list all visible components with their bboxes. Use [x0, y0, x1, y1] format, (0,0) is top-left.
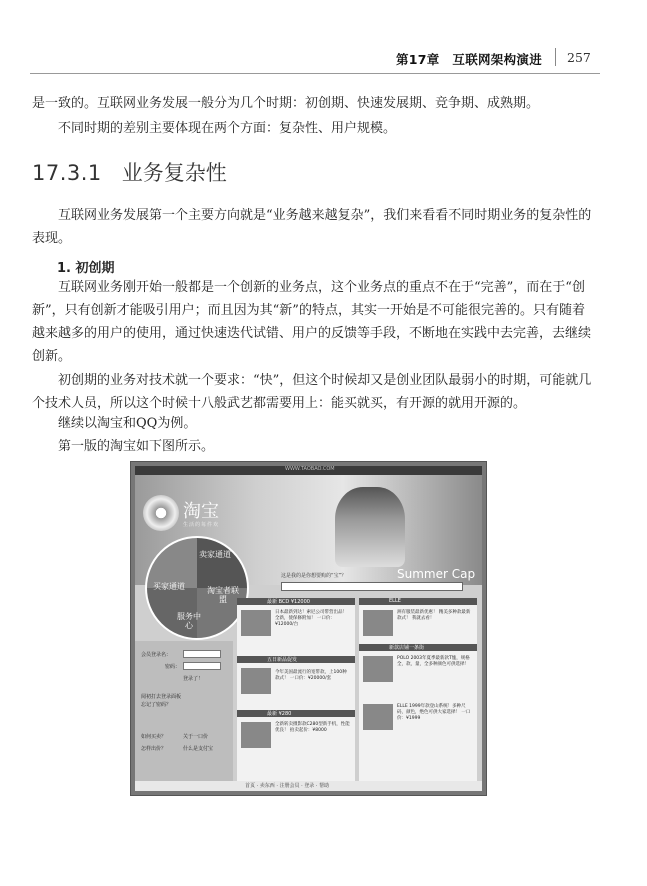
paragraph-2: 不同时期的差别主要体现在两个方面：复杂性、用户规模。	[58, 121, 397, 136]
member-label: 会员登录名：	[141, 652, 172, 658]
left-link: 阅初打去登录面板	[141, 694, 182, 700]
product-text: 今年美国最流行的宽带款，上100种款式！ 一口价：¥20000/套	[275, 670, 347, 681]
figure-search-hint: 这是我的是你想要购的“宝”？	[281, 573, 347, 579]
column-bar-text: 最新 ¥280	[267, 711, 292, 717]
figure-footer-links: 首页 · 卖东西 · 注册会员 · 登录 · 帮助	[245, 783, 330, 789]
figure-url: WWW.TAOBAO.COM	[285, 466, 335, 472]
login-label: 登录了！	[183, 676, 204, 682]
left-link: 忘记了密码？	[141, 702, 172, 708]
taobao-flower-icon	[143, 495, 179, 531]
pie-label-seller: 卖家通道	[199, 550, 231, 559]
banner-model-image	[335, 487, 405, 567]
section-number: 17.3.1	[32, 161, 102, 185]
paragraph-6: 继续以淘宝和QQ为例。	[58, 416, 197, 431]
left-link: 什么是支付宝	[183, 746, 214, 752]
member-input	[183, 650, 221, 658]
column-bar	[237, 598, 355, 605]
figure-search-box	[281, 582, 463, 591]
column-bar-text: 五日新品促发	[267, 657, 298, 663]
figure-footer	[135, 781, 482, 791]
running-header	[0, 50, 647, 70]
column-brand-text: ELLE	[389, 598, 401, 604]
pie-label-union: 淘宝者联盟	[207, 586, 239, 604]
left-link: 关于一口价	[183, 734, 209, 740]
navigation-pie	[145, 536, 249, 640]
taobao-screenshot-figure	[130, 461, 487, 796]
banner-text: Summer Cap	[397, 567, 476, 581]
left-link: 如何买卖？	[141, 734, 167, 740]
column-bar-text: 新款店铺一条街	[389, 645, 425, 651]
paragraph-7: 第一版的淘宝如下图所示。	[58, 439, 215, 454]
password-input	[183, 662, 221, 670]
product-text: 洲有服装最新优惠！ 精美多种款最新款式！ 我就去看！	[397, 610, 471, 621]
product-text: 全新转卖摄影款C280型新手机，性能优良！ 拍卖起价：¥8000	[275, 722, 350, 733]
page-number: 257	[567, 50, 591, 65]
header-separator	[555, 48, 556, 66]
product-thumbnail	[241, 610, 271, 636]
column-bar	[359, 598, 477, 605]
password-label: 密码：	[165, 664, 181, 670]
chapter-title: 第17章 互联网架构演进	[396, 52, 542, 67]
product-text: POLO 2003年夏季最新款T恤，规格全，款，量，全多种颜色可供选择！	[397, 656, 470, 667]
figure-login-panel	[135, 641, 233, 781]
paragraph-1: 是一致的。互联网业务发展一般分为几个时期：初创期、快速发展期、竞争期、成熟期。	[32, 96, 540, 111]
pie-label-buyer: 买家通道	[153, 582, 185, 591]
figure-product-column-1	[237, 598, 355, 783]
pie-label-service: 服务中心	[177, 612, 201, 630]
paragraph-5: 初创期的业务对技术就一个要求：“快”，但这个时候却又是创业团队最弱小的时期，可能就几个技术人员，所以这个时候十八般武艺都需要用上：能买就买，有开源的就用开源的。	[32, 373, 592, 411]
column-bar	[359, 644, 477, 651]
subsection-heading: 1. 初创期	[57, 261, 115, 276]
figure-slogan: 生活的每件欢	[183, 522, 220, 528]
paragraph-3: 互联网业务发展第一个主要方向就是“业务越来越复杂”，我们来看看不同时期业务的复杂性的表现。	[32, 208, 592, 246]
column-bar-text: 最新 BCD ¥12000	[267, 599, 310, 605]
product-text: 日本最新到达！索尼公司带营出品！全新，使保修附加！ 一口价：¥12000/台	[275, 610, 347, 627]
product-thumbnail	[241, 722, 271, 748]
left-link: 怎样出价？	[141, 746, 167, 752]
figure-top-bar	[135, 466, 482, 475]
product-thumbnail	[363, 704, 393, 730]
product-thumbnail	[241, 668, 271, 694]
section-title: 业务复杂性	[121, 161, 227, 185]
product-thumbnail	[363, 656, 393, 682]
section-heading	[32, 157, 227, 187]
product-text: ELLE 1999年款登山系统！多种尺码，颜色，绝色可供大家选择！ 一口价：¥1999	[397, 704, 471, 721]
figure-logo: 淘宝	[183, 501, 219, 522]
column-bar	[237, 656, 355, 663]
figure-inner	[135, 466, 482, 791]
header-rule	[30, 73, 600, 74]
column-bar	[237, 710, 355, 717]
figure-product-column-2	[359, 598, 477, 783]
paragraph-4: 互联网业务刚开始一般都是一个创新的业务点，这个业务点的重点不在于“完善”，而在于“创新”，只有创新才能吸引用户；而且因为其“新”的特点，其实一开始是不可能很完善的。只有随着越来越多的用户的使用，通过快速迭代试错、用户的反馈等手段，不断地在实践中去完善，去继续创新。	[32, 280, 592, 364]
product-thumbnail	[363, 610, 393, 636]
